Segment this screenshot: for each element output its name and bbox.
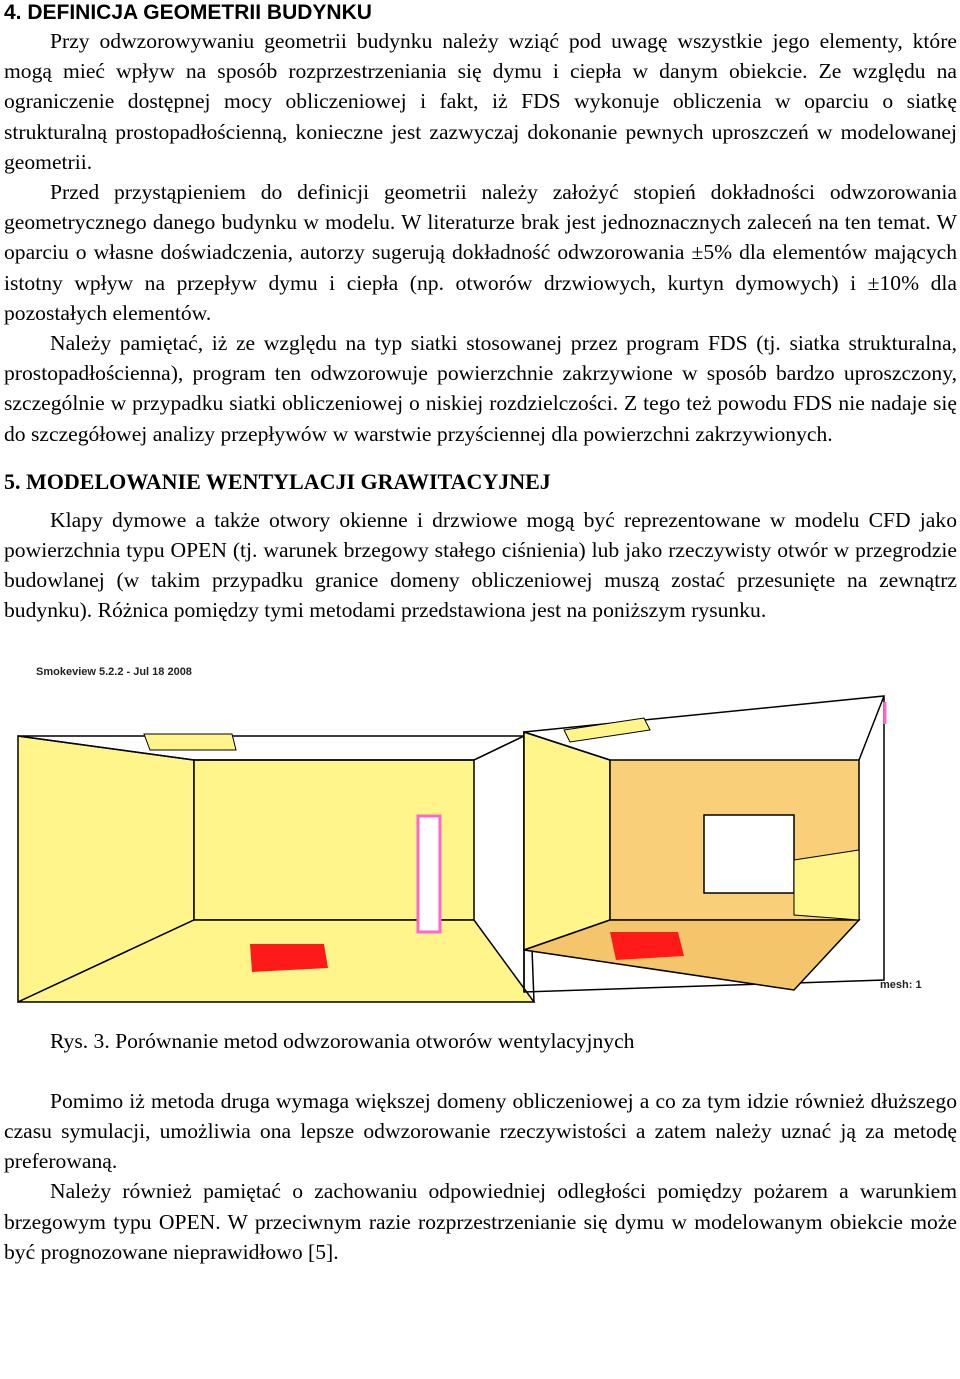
mesh-label: mesh: 1 (880, 978, 922, 991)
section-4-paragraph-1: Przy odwzorowywaniu geometrii budynku należy wziąć pod uwagę wszystkie jego elementy, które mogą mieć wpływ na sposób rozprzestrzeniania się dymu i ciepła w danym obiekcie. Ze względu na ograniczenie dostępnej mocy obliczeniowej i fakt, iż FDS wykonuje obliczenia w oparciu o siatkę strukturalną prostopadłościenną, konieczne jest zazwyczaj dokonanie pewnych uproszczeń w modelowanej geometrii. (4, 29, 957, 174)
smokeview-figure (4, 650, 957, 1012)
closing-paragraph-2: Należy również pamiętać o zachowaniu odpowiedniej odległości pomiędzy pożarem a warunkiem brzegowym typu OPEN. W przeciwnym razie rozprzestrzenianie się dymu w modelowanym obiekcie może być prognozowane nieprawidłowo [5]. (4, 1179, 957, 1264)
document-page (4, 0, 957, 1267)
figure-caption: Rys. 3. Porównanie metod odwzorowania otworów wentylacyjnych (50, 1028, 635, 1053)
right-model (524, 696, 885, 992)
section-4-paragraph-2: Przed przystąpieniem do definicji geometrii należy założyć stopień dokładności odwzorowania geometrycznego danego budynku w modelu. W literaturze brak jest jednoznacznych zaleceń na ten temat. W oparciu o własne doświadczenia, autorzy sugerują dokładność odwzorowania ±5% dla elementów mających istotny wpływ na przepływ dymu i ciepła (np. otworów drzwiowych, kurtyn dymowych) i ±10% dla pozostałych elementów. (4, 180, 957, 325)
closing-paragraph-1: Pomimo iż metoda druga wymaga większej domeny obliczeniowej a co za tym idzie również dłuższego czasu symulacji, umożliwia ona lepsze odwzorowanie rzeczywistości a zatem należy uznać ją za metodę preferowaną. (4, 1088, 957, 1174)
smokeview-render (4, 650, 957, 1012)
left-model (18, 734, 534, 1002)
ceiling-vent (144, 734, 236, 750)
fire-source-right (610, 932, 684, 960)
fire-source-left (250, 944, 328, 972)
section-5-paragraph-1: Klapy dymowe a także otwory okienne i drzwiowe mogą być reprezentowane w modelu CFD jako powierzchnia typu OPEN (tj. warunek brzegowy stałego ciśnienia) lub jako rzeczywisty otwór w przegrodzie budowlanej (w takim przypadku granice domeny obliczeniowej muszą zostać przesunięte na zewnątrz budynku). Różnica pomiędzy tymi metodami przedstawiona jest na poniższym rysunku. (4, 507, 957, 623)
right-ceiling-vent (564, 718, 650, 742)
open-door (418, 816, 440, 932)
partition (794, 850, 859, 920)
right-left-wall (524, 732, 610, 950)
section-4-paragraph-3: Należy pamiętać, iż ze względu na typ siatki stosowanej przez program FDS (tj. siatka strukturalna, prostopadłościenna), program ten odwzorowuje powierzchnie zakrzywione w sposób bardzo uproszczony, szczególnie w przypadku siatki obliczeniowej o niskiej rozdzielczości. Z tego też powodu FDS nie nadaje się do szczegółowej analizy przepływów w warstwie przyściennej dla powierzchni zakrzywionych. (4, 331, 957, 446)
section-5-heading: 5. MODELOWANIE WENTYLACJI GRAWITACYJNEJ (4, 468, 551, 494)
smokeview-title: Smokeview 5.2.2 - Jul 18 2008 (36, 665, 192, 678)
window-opening (704, 815, 794, 893)
section-4-heading: 4. DEFINICJA GEOMETRII BUDYNKU (4, 1, 372, 24)
